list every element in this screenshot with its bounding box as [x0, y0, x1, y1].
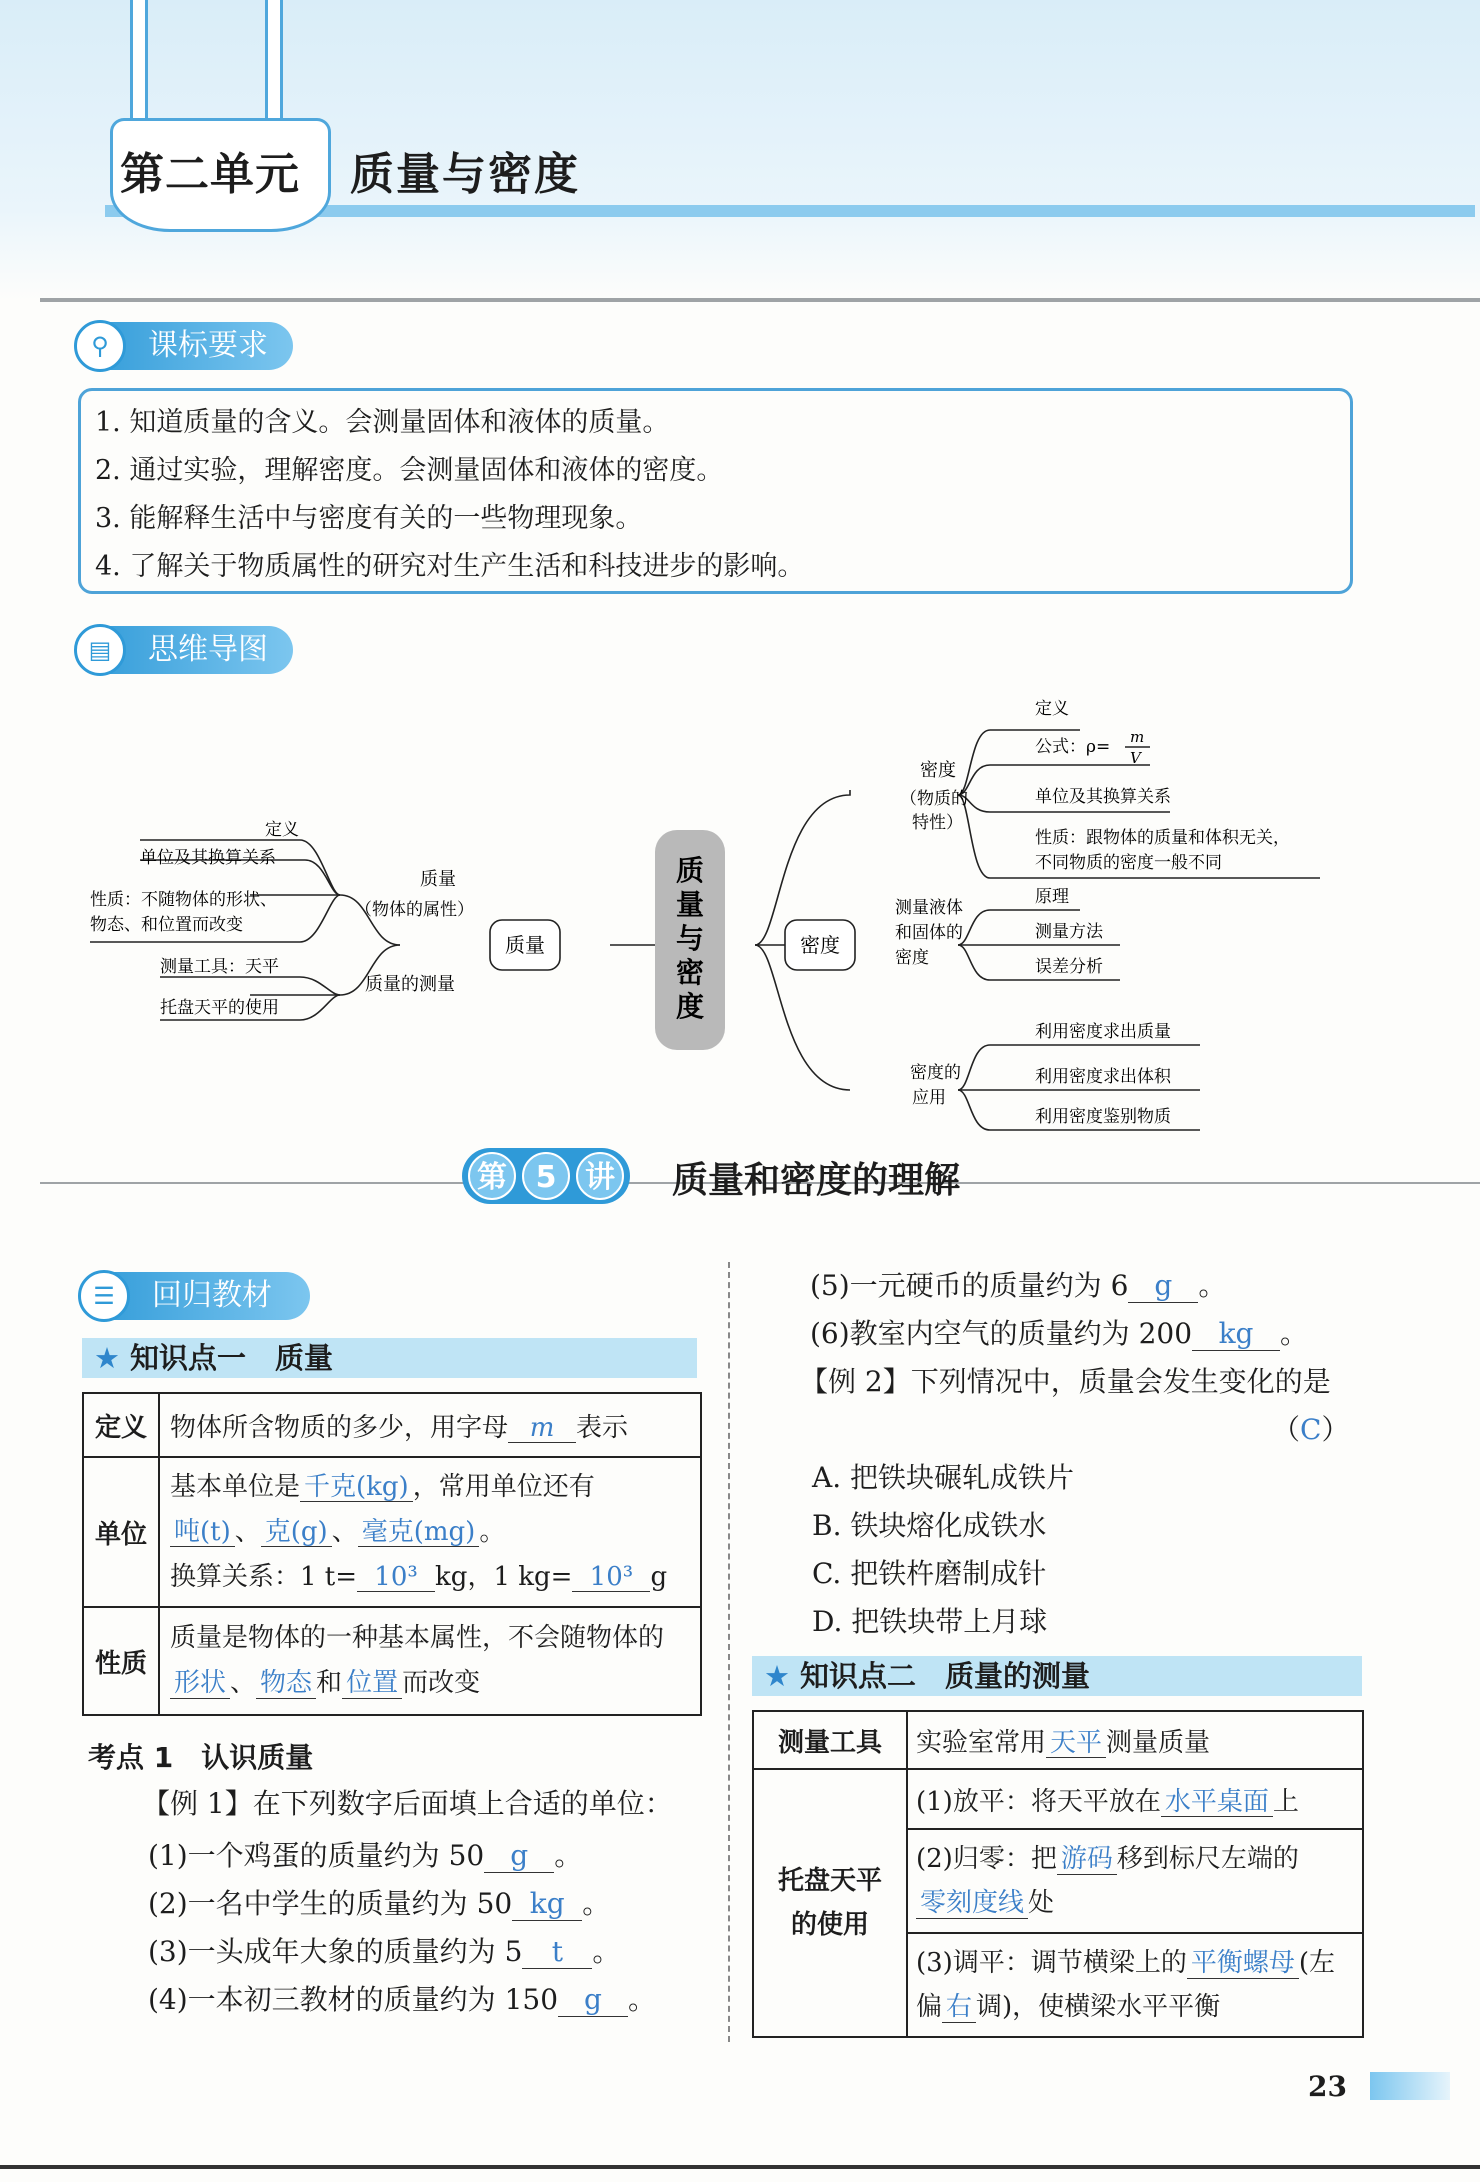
answer-blank: 10³	[357, 1563, 435, 1593]
mindmap-right-b3: 密度的	[910, 1063, 961, 1083]
example-1-item	[148, 1976, 656, 2024]
answer-blank: 右	[942, 1993, 976, 2023]
item-text: (5)一元硬币的质量约为 6	[810, 1269, 1129, 1302]
mindmap-leaf: 性质：跟物体的质量和体积无关，	[1035, 828, 1290, 848]
tool-text: 实验室常用	[916, 1727, 1047, 1758]
mindmap-center-char: 量	[675, 888, 705, 921]
mindmap-leaf: 测量工具：天平	[160, 957, 279, 977]
mindmap-right-b2: 测量液体	[895, 898, 963, 918]
star-icon: ★	[764, 1659, 790, 1693]
property-text: 而改变	[402, 1668, 481, 1698]
answer-blank: 吨(t)	[170, 1518, 235, 1548]
definition-cell	[159, 1393, 701, 1457]
knowledge-point-2-label: 知识点二 质量的测量	[800, 1659, 1091, 1693]
item-end: 。	[592, 1935, 621, 1968]
exam-point-1: 考点 1 认识质量	[88, 1741, 314, 1774]
mindmap-leaf: 原理	[1035, 887, 1069, 907]
example-2-answer	[1272, 1406, 1349, 1454]
mindmap-right-b1-sub: （物质的	[900, 789, 968, 809]
curriculum-item: 3. 能解释生活中与密度有关的一些物理现象。	[95, 503, 643, 534]
definition-tail: 表示	[576, 1412, 629, 1443]
property-text: 和	[316, 1668, 343, 1698]
row-label-usage	[753, 1769, 907, 2037]
knowledge-point-1-label: 知识点一 质量	[130, 1341, 334, 1375]
answer-blank: 水平桌面	[1161, 1788, 1273, 1818]
knowledge-point-2	[752, 1656, 1362, 1696]
curriculum-item: 4. 了解关于物质属性的研究对生产生活和科技进步的影响。	[95, 551, 805, 582]
curriculum-icon: ⚲	[74, 320, 126, 372]
tool-text: 测量质量	[1106, 1727, 1211, 1758]
mindmap-right-b2: 密度	[895, 948, 929, 968]
curriculum-item: 1. 知道质量的含义。会测量固体和液体的质量。	[95, 407, 670, 438]
item-end: 。	[628, 1983, 657, 2016]
lecture-title: 质量和密度的理解	[672, 1160, 961, 1201]
example-1-item	[810, 1262, 1226, 1310]
step-text: (1)放平：将天平放在	[916, 1786, 1161, 1817]
row-label-tool: 测量工具	[753, 1711, 907, 1769]
unit-title: 质量与密度	[350, 149, 580, 200]
item-text: (6)教室内空气的质量约为 200	[810, 1317, 1193, 1350]
step-text: 调)，使横梁水平平衡	[976, 1992, 1221, 2022]
option-c: C. 把铁杵磨制成针	[812, 1557, 1047, 1590]
item-end: 。	[582, 1887, 611, 1920]
example-2-heading: 【例 2】下列情况中，质量会发生变化的是	[800, 1365, 1331, 1398]
answer-blank: 千克(kg)	[300, 1473, 413, 1503]
step-balance-cell	[907, 1933, 1363, 2037]
title-hanger-left	[130, 0, 148, 125]
mindmap-leaf: 误差分析	[1035, 957, 1103, 977]
option-a: A. 把铁块碾轧成铁片	[812, 1461, 1075, 1494]
unit-text: 基本单位是	[170, 1471, 301, 1502]
answer-blank: 毫克(mg)	[358, 1518, 480, 1548]
item-text: (1)一个鸡蛋的质量约为 50	[148, 1839, 485, 1872]
mindmap-right-b1-sub: 特性）	[912, 813, 963, 833]
answer-blank: 形状	[170, 1669, 230, 1699]
mindmap-left-b1-sub: （物体的属性）	[355, 900, 474, 920]
mindmap-leaf: 托盘天平的使用	[160, 998, 279, 1018]
mindmap-leaf: 定义	[1035, 699, 1069, 719]
mindmap-center-char: 密	[675, 956, 705, 989]
mindmap-right-b2: 和固体的	[895, 923, 963, 943]
step-text: 上	[1272, 1786, 1299, 1817]
conversion-text: kg，1 kg=	[435, 1561, 573, 1592]
mindmap-leaf: 利用密度鉴别物质	[1035, 1107, 1171, 1127]
formula-numerator: m	[1130, 728, 1145, 746]
answer-blank: g	[558, 1985, 628, 2017]
item-text: (4)一本初三教材的质量约为 150	[148, 1983, 559, 2016]
step-text: (3)调平：调节横梁上的	[916, 1948, 1187, 1978]
mindmap-left-b2: 质量的测量	[365, 974, 455, 995]
mindmap-leaf: 测量方法	[1035, 922, 1103, 942]
answer-blank: 物态	[256, 1669, 316, 1699]
option-b: B. 铁块熔化成铁水	[812, 1509, 1047, 1542]
answer-blank: g	[1128, 1271, 1198, 1303]
mindmap-leaf: 不同物质的密度一般不同	[1035, 853, 1222, 873]
answer-blank: kg	[512, 1889, 582, 1921]
mindmap-right-b1: 密度	[920, 760, 956, 781]
property-text: 质量是物体的一种基本属性，不会随物体的	[170, 1623, 665, 1653]
column-divider	[728, 1262, 730, 2042]
knowledge-point-1	[82, 1338, 697, 1378]
mindmap-leaf: 利用密度求出质量	[1035, 1022, 1171, 1042]
item-end: 。	[1198, 1269, 1227, 1302]
conversion-text: 换算关系：1 t=	[170, 1561, 358, 1592]
item-text: (2)一名中学生的质量约为 50	[148, 1887, 513, 1920]
item-end: 。	[1280, 1317, 1309, 1350]
mindmap-center-char: 质	[675, 854, 705, 887]
row-label-property: 性质	[83, 1607, 159, 1715]
item-end: 。	[554, 1839, 583, 1872]
answer-blank: 位置	[342, 1669, 402, 1699]
formula-denominator: V	[1130, 749, 1141, 767]
star-icon: ★	[94, 1341, 120, 1375]
mindmap-center-char: 度	[675, 990, 705, 1023]
lecture-number: 5	[522, 1152, 570, 1200]
property-cell	[159, 1607, 701, 1715]
mindmap-right-b3: 应用	[912, 1088, 946, 1108]
row-label-definition: 定义	[83, 1393, 159, 1457]
step-level-cell	[907, 1769, 1363, 1829]
book-icon: ▤	[74, 624, 126, 676]
mind-map	[90, 680, 1390, 1140]
mass-table	[82, 1392, 702, 1716]
section-textbook-label: 回归教材	[152, 1278, 272, 1313]
usage-label-line: 托盘天平	[777, 1866, 882, 1896]
mindmap-node-mass-label: 质量	[505, 933, 545, 957]
conversion-text: g	[650, 1561, 668, 1592]
step-text: (2)归零：把	[916, 1844, 1057, 1874]
lecture-prefix: 第	[468, 1152, 516, 1200]
textbook-icon: ☰	[78, 1270, 130, 1322]
step-text: 移到标尺左端的	[1116, 1844, 1299, 1874]
example-1-item	[148, 1832, 582, 1880]
step-text: 偏	[916, 1992, 943, 2022]
step-text: (左	[1298, 1948, 1336, 1978]
answer-blank: 零刻度线	[916, 1889, 1028, 1919]
mindmap-leaf: 物态、和位置而改变	[90, 915, 243, 935]
example-1-item	[148, 1928, 620, 1976]
mindmap-center-char: 与	[675, 922, 705, 955]
unit-end: 。	[479, 1516, 506, 1547]
answer-blank: 10³	[572, 1563, 650, 1593]
answer-choice: C	[1300, 1413, 1322, 1446]
lecture-suffix: 讲	[576, 1152, 624, 1200]
mindmap-leaf: 单位及其换算关系	[1035, 787, 1171, 807]
item-text: (3)一头成年大象的质量约为 5	[148, 1935, 523, 1968]
balance-table	[752, 1710, 1364, 2038]
mindmap-leaf: 利用密度求出体积	[1035, 1067, 1171, 1087]
tool-cell	[907, 1711, 1363, 1769]
mindmap-left-b1: 质量	[420, 869, 456, 890]
header-rule	[40, 298, 1480, 302]
mindmap-leaf: 定义	[265, 820, 299, 840]
curriculum-item: 2. 通过实验，理解密度。会测量固体和液体的密度。	[95, 455, 724, 486]
page-number-strip	[1370, 2072, 1450, 2100]
example-1-heading: 【例 1】在下列数字后面填上合适的单位：	[142, 1787, 673, 1820]
option-d: D. 把铁块带上月球	[812, 1605, 1048, 1638]
answer-blank: 克(g)	[261, 1518, 332, 1548]
mindmap-node-density-label: 密度	[800, 933, 840, 957]
section-curriculum-label: 课标要求	[148, 328, 268, 363]
property-separator: 、	[230, 1668, 257, 1698]
unit-cell	[159, 1457, 701, 1607]
answer-blank: 天平	[1046, 1729, 1106, 1759]
step-text: 处	[1028, 1888, 1055, 1918]
page-number: 23	[1308, 2070, 1347, 2103]
section-mindmap-label: 思维导图	[148, 632, 268, 667]
mindmap-leaf: 公式：ρ=	[1035, 737, 1111, 757]
mindmap-leaf: 性质：不随物体的形状、	[90, 890, 277, 910]
unit-text: ，常用单位还有	[412, 1471, 595, 1502]
example-1-item	[810, 1310, 1308, 1358]
answer-blank: kg	[1192, 1319, 1280, 1351]
mindmap-center-label	[676, 854, 704, 1023]
definition-text: 物体所含物质的多少，用字母	[170, 1412, 509, 1443]
answer-paren: （	[1272, 1413, 1301, 1446]
answer-blank: m	[508, 1414, 576, 1444]
row-label-unit: 单位	[83, 1457, 159, 1607]
step-zero-cell	[907, 1829, 1363, 1933]
unit-label: 第二单元	[120, 149, 300, 200]
unit-separator: 、	[234, 1516, 261, 1547]
usage-label-line: 的使用	[790, 1910, 869, 1940]
unit-separator: 、	[331, 1516, 358, 1547]
answer-blank: t	[522, 1937, 592, 1969]
answer-blank: 游码	[1057, 1845, 1117, 1875]
curriculum-box	[78, 388, 1353, 594]
title-hanger-right	[265, 0, 283, 125]
bottom-rule	[0, 2165, 1480, 2169]
answer-paren: ）	[1321, 1413, 1350, 1446]
answer-blank: g	[484, 1841, 554, 1873]
answer-blank: 平衡螺母	[1187, 1949, 1299, 1979]
mindmap-leaf: 单位及其换算关系	[140, 848, 276, 868]
example-1-item	[148, 1880, 610, 1928]
